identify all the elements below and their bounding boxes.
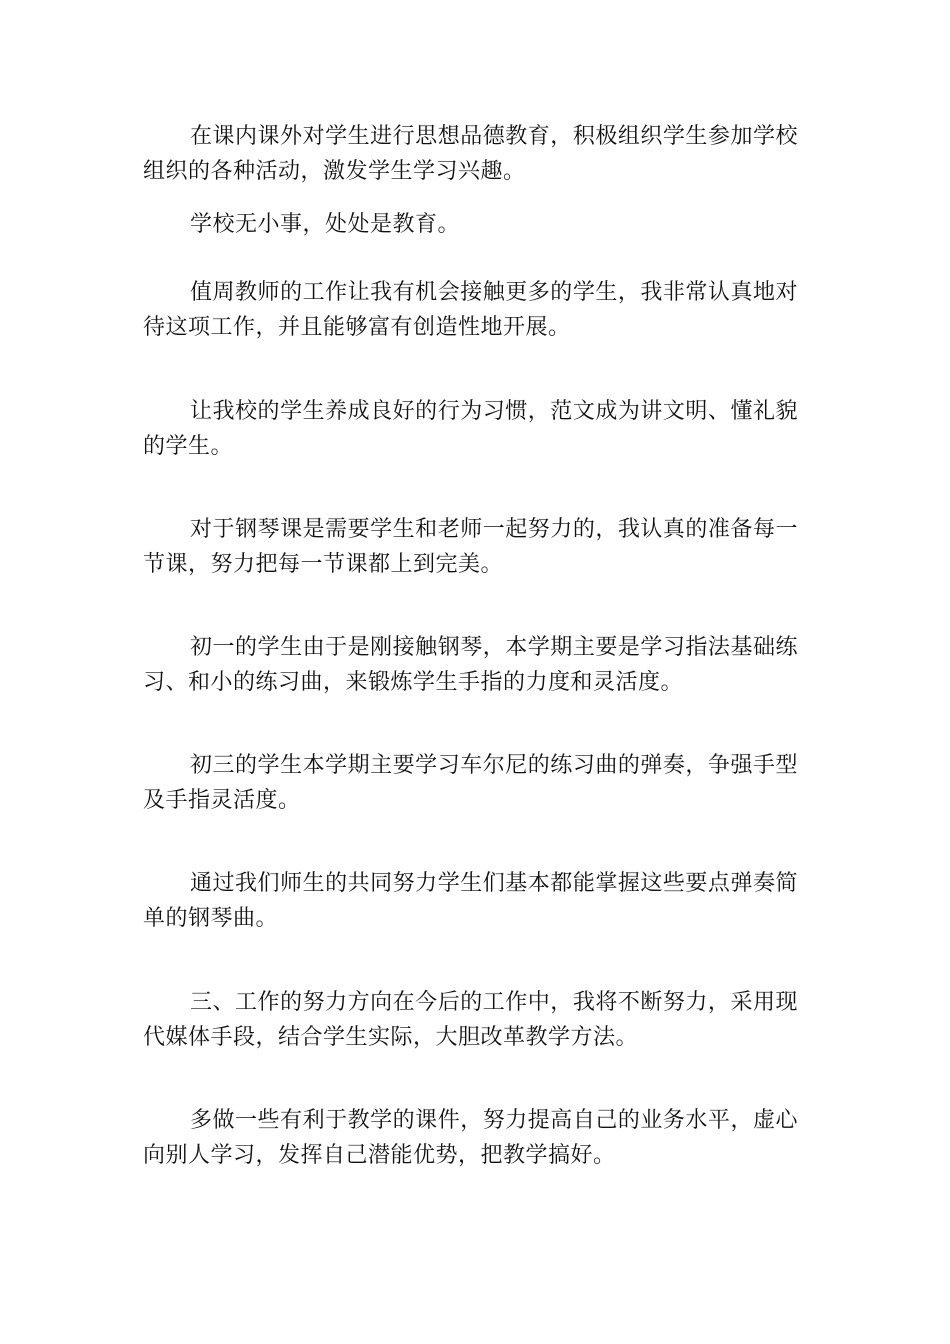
paragraph-3: 值周教师的工作让我有机会接触更多的学生，我非常认真地对待这项工作，并且能够富有创造性地开展。 [143, 280, 798, 340]
paragraph-8: 通过我们师生的共同努力学生们基本都能掌握这些要点弹奏简单的钢琴曲。 [143, 871, 798, 931]
paragraph-5: 对于钢琴课是需要学生和老师一起努力的，我认真的准备每一节课，努力把每一节课都上到完美。 [143, 517, 798, 577]
paragraph-2: 学校无小事，处处是教育。 [190, 212, 461, 237]
paragraph-4: 让我校的学生养成良好的行为习惯，范文成为讲文明、懂礼貌的学生。 [143, 399, 798, 459]
paragraph-7: 初三的学生本学期主要学习车尔尼的练习曲的弹奏，争强手型及手指灵活度。 [143, 753, 798, 813]
paragraph-1: 在课内课外对学生进行思想品德教育，积极组织学生参加学校组织的各种活动，激发学生学习兴趣。 [143, 124, 798, 184]
paragraph-10: 多做一些有利于教学的课件，努力提高自己的业务水平，虚心向别人学习，发挥自己潜能优势，把教学搞好。 [143, 1108, 798, 1168]
paragraph-9: 三、工作的努力方向在今后的工作中，我将不断努力，采用现代媒体手段，结合学生实际，大胆改革教学方法。 [143, 990, 798, 1050]
paragraph-6: 初一的学生由于是刚接触钢琴，本学期主要是学习指法基础练习、和小的练习曲，来锻炼学生手指的力度和灵活度。 [143, 635, 798, 695]
